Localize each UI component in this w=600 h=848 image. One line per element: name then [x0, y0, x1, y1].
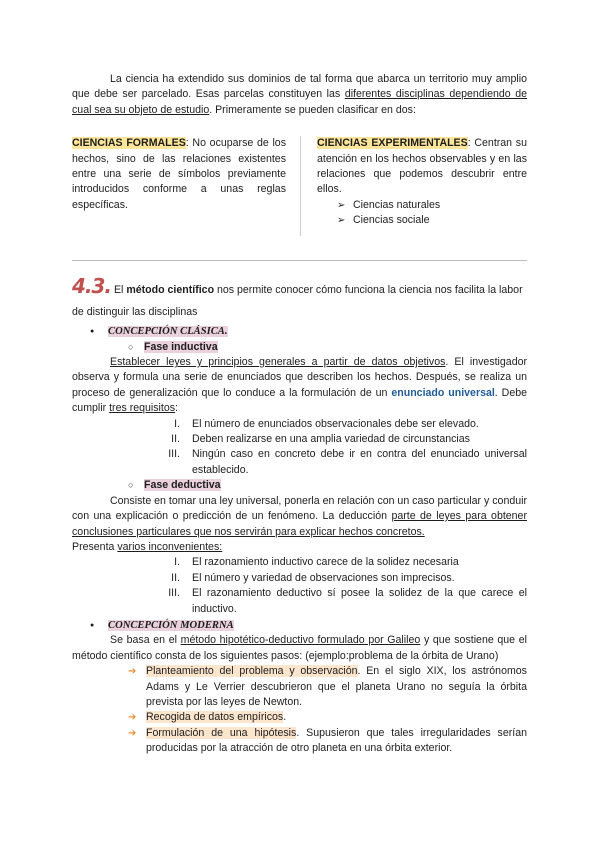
- inductiva-underlined: Establecer leyes y principios generales a partir de datos objetivos: [110, 356, 446, 369]
- step-row: [72, 726, 527, 757]
- step-detail: . En el siglo XIX, los astrónomos Adams y Le Verrier descubrieron que el planeta Urano no seguía la órbita prevista por las leyes de Newton.: [146, 665, 527, 708]
- section-divider: [72, 260, 527, 261]
- section-number: 4.3.: [72, 274, 112, 299]
- requisito-row: [72, 432, 527, 447]
- inconveniente-text: El razonamiento deductivo sí posee la solidez de la que carece el inductivo.: [192, 587, 527, 615]
- arrow-icon: ➔: [128, 727, 137, 739]
- roman-numeral: II.: [171, 571, 180, 584]
- deductiva-underlined: parte de leyes para obtener conclusiones particulares que nos servirán para explicar hechos concretos.: [72, 510, 527, 538]
- moderna-text: Se basa en el: [110, 634, 181, 647]
- classification-columns: [72, 136, 527, 236]
- inconveniente-text: El número y variedad de observaciones son imprecisos.: [192, 571, 455, 584]
- formales-column: [72, 136, 301, 236]
- step-highlight: Recogida de datos empíricos: [146, 711, 284, 724]
- intro-underlined: diferentes disciplinas dependiendo de cual sea su objeto de estudio: [72, 88, 528, 116]
- requisito-text: Deben realizarse en una amplia variedad de circunstancias: [192, 433, 470, 446]
- requisito-row: [72, 447, 527, 478]
- step-row: [72, 710, 527, 725]
- inconveniente-row: [72, 586, 527, 617]
- inconveniente-text: El razonamiento inductivo carece de la solidez necesaria: [192, 556, 459, 569]
- arrow-icon: ➔: [128, 666, 137, 678]
- section-lead-end: nos permite conocer cómo funciona la ciencia nos facilita la labor de distinguir las disciplinas: [72, 284, 523, 319]
- deductiva-paragraph: [72, 494, 527, 540]
- arrow-icon: ➔: [128, 712, 137, 724]
- list-item: ➢ Ciencias sociale: [337, 213, 527, 228]
- document-page: [72, 72, 527, 757]
- requisito-text: Ningún caso en concreto debe ir en contra del enunciado universal establecido.: [192, 448, 527, 476]
- requisito-text: El número de enunciados observacionales debe ser elevado.: [192, 417, 479, 430]
- deductiva-item: [72, 478, 527, 493]
- inductiva-paragraph: [72, 355, 527, 417]
- moderna-title: CONCEPCIÓN MODERNA: [108, 619, 234, 631]
- deductiva-title: Fase deductiva: [144, 479, 221, 492]
- requisito-row: [72, 417, 527, 432]
- step-text: [146, 726, 527, 757]
- list-item: ➢ Ciencias naturales: [337, 198, 527, 213]
- roman-numeral: I.: [174, 556, 180, 569]
- step-text: [146, 664, 527, 710]
- experimentales-column: [301, 136, 527, 236]
- roman-numeral: III.: [168, 587, 180, 600]
- experimentales-list: [317, 198, 527, 229]
- experimentales-title: CIENCIAS EXPERIMENTALES: [317, 137, 468, 150]
- section-bold: método científico: [126, 284, 215, 297]
- moderna-text-2: y que sostiene que el método científico consta de los siguientes pasos: (ejemplo:problema de la órbita de Urano): [72, 634, 527, 662]
- section-lead: El: [111, 284, 127, 297]
- presenta-text: Presenta: [72, 540, 118, 553]
- step-highlight: Planteamiento del problema y observación: [146, 665, 358, 678]
- inductiva-title: Fase inductiva: [144, 340, 218, 353]
- formales-title: CIENCIAS FORMALES: [72, 137, 186, 150]
- roman-numeral: I.: [174, 417, 180, 430]
- formales-text: : No ocuparse de los hechos, sino de las relaciones existentes entre una serie de símbolos previamente introducidos conforme a unas reglas específicas.: [72, 137, 286, 211]
- intro-text-end: . Primeramente se pueden clasificar en dos:: [209, 103, 416, 116]
- clasica-bullet: [72, 324, 527, 339]
- moderna-underlined: método hipotético-deductivo formulado por Galileo: [180, 634, 421, 647]
- step-detail: .: [283, 711, 287, 724]
- enunciado-universal: enunciado universal: [391, 386, 495, 399]
- step-detail: . Supusieron que tales irregularidades serían producidas por la atracción de otro planeta en una órbita exterior.: [146, 726, 528, 755]
- tres-requisitos: tres requisitos: [109, 402, 176, 415]
- moderna-bullet: [72, 618, 527, 633]
- deductiva-text: Consiste en tomar una ley universal, ponerla en relación con un caso particular y conduir con una explicación o predicción de un fenómeno. La deducción: [72, 494, 527, 523]
- step-highlight: Formulación de una hipótesis: [146, 726, 297, 739]
- inductiva-text-3: :: [175, 402, 178, 415]
- roman-numeral: II.: [171, 433, 180, 446]
- step-text: [146, 710, 527, 725]
- inconveniente-row: [72, 555, 527, 570]
- inconveniente-row: [72, 571, 527, 586]
- experimentales-paragraph: [317, 136, 527, 198]
- inductiva-item: [72, 340, 527, 355]
- inconvenientes-line: [72, 540, 527, 555]
- roman-numeral: III.: [168, 448, 180, 461]
- section-heading: [72, 275, 527, 323]
- inductiva-text-2: . Debe cumplir: [72, 386, 527, 415]
- intro-paragraph: [72, 72, 527, 118]
- experimentales-text: : Centran su atención en los hechos observables y en las relaciones que podemos descubrir entre ellos.: [317, 137, 527, 196]
- moderna-paragraph: [72, 633, 527, 664]
- inductiva-text: . El investigador observa y formula una serie de enunciados que describen los hechos. Después, se realiza un proceso de generalización que lo conduce a la formulación de un: [72, 356, 528, 399]
- intro-text: La ciencia ha extendido sus dominios de tal forma que abarca un territorio muy amplio que debe ser parcelado. Esas parcelas constituyen las: [72, 73, 527, 101]
- varios-inconvenientes: varios inconvenientes:: [117, 540, 223, 553]
- step-row: [72, 664, 527, 710]
- clasica-title: CONCEPCIÓN CLÁSICA.: [108, 326, 228, 338]
